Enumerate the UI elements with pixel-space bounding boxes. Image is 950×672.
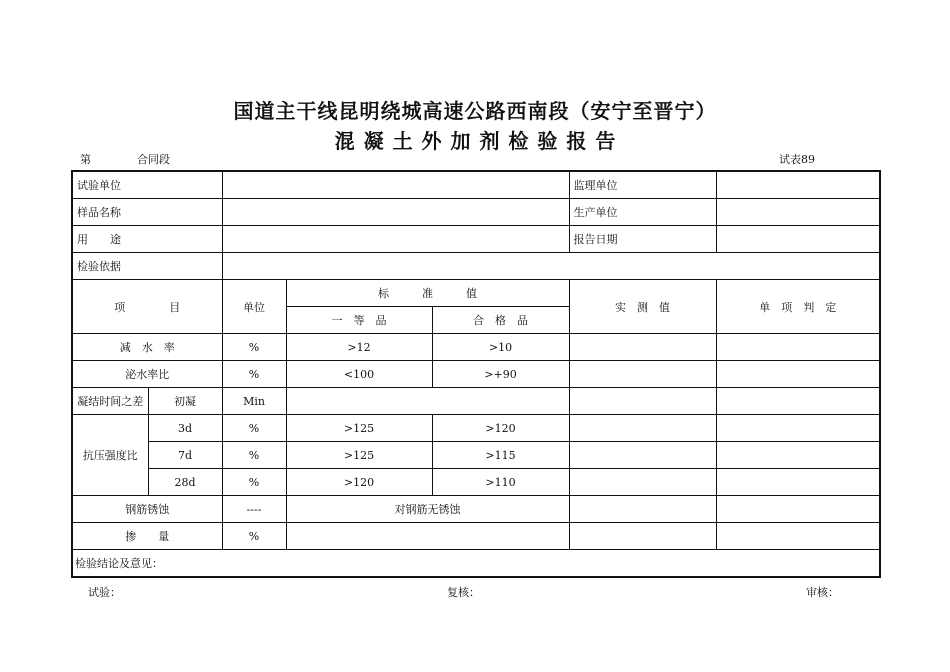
- row-dosage: [72, 523, 880, 550]
- info-row-test-unit: [72, 171, 880, 199]
- approver-signature: 审核：: [806, 586, 839, 599]
- supervision-unit-label: 监理单位: [569, 171, 716, 199]
- compressive-3d-qualified: >120: [432, 415, 569, 442]
- compressive-28d-age: 28d: [148, 469, 222, 496]
- compressive-28d-qualified: >110: [432, 469, 569, 496]
- compressive-28d-measured[interactable]: [569, 469, 716, 496]
- setting-diff-measured[interactable]: [569, 388, 716, 415]
- dosage-judgement[interactable]: [716, 523, 880, 550]
- col-first-grade-header: 一 等 品: [286, 307, 432, 334]
- compressive-3d-measured[interactable]: [569, 415, 716, 442]
- compressive-28d-judgement[interactable]: [716, 469, 880, 496]
- dosage-unit: %: [222, 523, 286, 550]
- compressive-7d-qualified: >115: [432, 442, 569, 469]
- producer-label: 生产单位: [569, 199, 716, 226]
- col-judgement-header: 单 项 判 定: [716, 280, 880, 334]
- dosage-measured[interactable]: [569, 523, 716, 550]
- sample-name-label: 样品名称: [72, 199, 222, 226]
- bleeding-ratio-first: <100: [286, 361, 432, 388]
- bleeding-ratio-qualified: >+90: [432, 361, 569, 388]
- bleeding-ratio-measured[interactable]: [569, 361, 716, 388]
- test-unit-value[interactable]: [222, 171, 569, 199]
- info-row-sample-name: [72, 199, 880, 226]
- col-item-header: 项 目: [72, 280, 222, 334]
- row-compressive-3d: [72, 415, 880, 442]
- sample-name-value[interactable]: [222, 199, 569, 226]
- corrosion-unit: ----: [222, 496, 286, 523]
- water-reduction-label: 减 水 率: [72, 334, 222, 361]
- tester-signature: 试验：: [88, 586, 121, 599]
- compressive-3d-unit: %: [222, 415, 286, 442]
- producer-value[interactable]: [716, 199, 880, 226]
- col-measured-header: 实 测 值: [569, 280, 716, 334]
- usage-value[interactable]: [222, 226, 569, 253]
- setting-diff-label: 凝结时间之差: [72, 388, 148, 415]
- header-row-1: [72, 280, 880, 307]
- bleeding-ratio-unit: %: [222, 361, 286, 388]
- water-reduction-measured[interactable]: [569, 334, 716, 361]
- report-title-line2: 混 凝 土 外 加 剂 检 验 报 告: [334, 129, 616, 153]
- corrosion-measured[interactable]: [569, 496, 716, 523]
- water-reduction-first: >12: [286, 334, 432, 361]
- basis-label: 检验依据: [72, 253, 222, 280]
- row-compressive-7d: [72, 442, 880, 469]
- reviewer-signature: 复核：: [447, 586, 480, 599]
- compressive-28d-unit: %: [222, 469, 286, 496]
- compressive-7d-first: >125: [286, 442, 432, 469]
- water-reduction-unit: %: [222, 334, 286, 361]
- compressive-7d-judgement[interactable]: [716, 442, 880, 469]
- test-unit-label: 试验单位: [72, 171, 222, 199]
- section-suffix: 合同段: [137, 153, 170, 166]
- row-setting-diff: [72, 388, 880, 415]
- compressive-3d-judgement[interactable]: [716, 415, 880, 442]
- bleeding-ratio-label: 泌水率比: [72, 361, 222, 388]
- row-water-reduction: [72, 334, 880, 361]
- setting-diff-sub: 初凝: [148, 388, 222, 415]
- section-prefix: 第: [80, 153, 91, 166]
- dosage-standard: [286, 523, 569, 550]
- compressive-7d-unit: %: [222, 442, 286, 469]
- basis-value[interactable]: [222, 253, 880, 280]
- row-compressive-28d: [72, 469, 880, 496]
- compressive-7d-age: 7d: [148, 442, 222, 469]
- setting-diff-judgement[interactable]: [716, 388, 880, 415]
- usage-label: 用 途: [72, 226, 222, 253]
- col-standard-header: 标 准 值: [286, 280, 569, 307]
- water-reduction-qualified: >10: [432, 334, 569, 361]
- supervision-unit-value[interactable]: [716, 171, 880, 199]
- setting-diff-standard: [286, 388, 569, 415]
- dosage-label: 掺 量: [72, 523, 222, 550]
- row-conclusion: [72, 550, 880, 578]
- compressive-label: 抗压强度比: [72, 415, 148, 496]
- corrosion-judgement[interactable]: [716, 496, 880, 523]
- corrosion-standard: 对钢筋无锈蚀: [286, 496, 569, 523]
- compressive-3d-first: >125: [286, 415, 432, 442]
- report-date-value[interactable]: [716, 226, 880, 253]
- compressive-28d-first: >120: [286, 469, 432, 496]
- report-date-label: 报告日期: [569, 226, 716, 253]
- compressive-7d-measured[interactable]: [569, 442, 716, 469]
- report-table: [71, 170, 881, 578]
- water-reduction-judgement[interactable]: [716, 334, 880, 361]
- row-bleeding-ratio: [72, 361, 880, 388]
- info-row-basis: [72, 253, 880, 280]
- setting-diff-unit: Min: [222, 388, 286, 415]
- row-corrosion: [72, 496, 880, 523]
- bleeding-ratio-judgement[interactable]: [716, 361, 880, 388]
- form-number: 试表89: [779, 153, 815, 166]
- report-title-line1: 国道主干线昆明绕城高速公路西南段（安宁至晋宁）: [233, 99, 717, 123]
- col-unit-header: 单位: [222, 280, 286, 334]
- info-row-usage: [72, 226, 880, 253]
- compressive-3d-age: 3d: [148, 415, 222, 442]
- corrosion-label: 钢筋锈蚀: [72, 496, 222, 523]
- col-qualified-header: 合 格 品: [432, 307, 569, 334]
- conclusion-label[interactable]: 检验结论及意见：: [72, 550, 880, 578]
